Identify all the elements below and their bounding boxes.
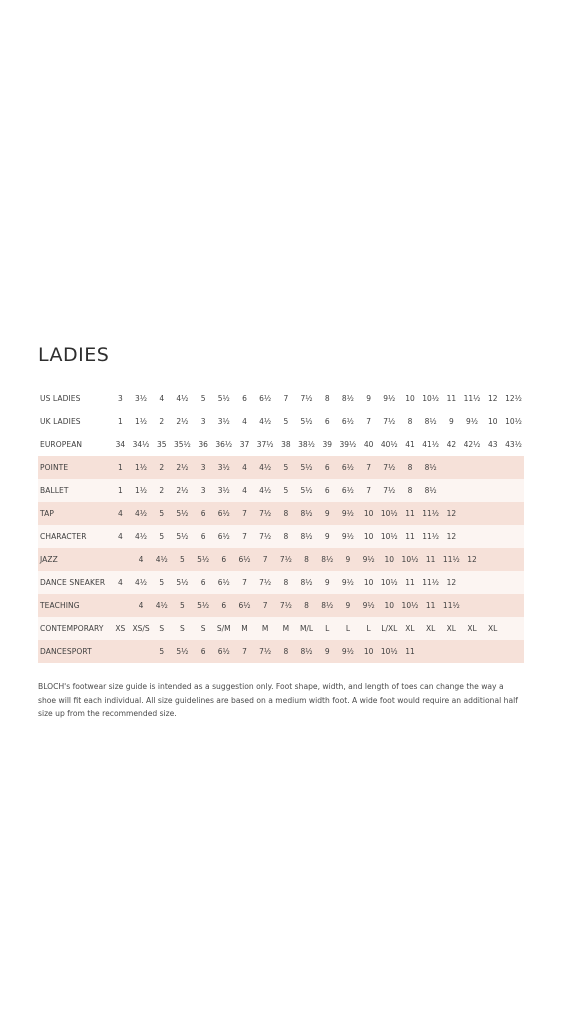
size-cell: 8 [296,594,317,617]
size-cell: 11 [400,640,421,663]
size-cell: 4 [159,394,165,403]
size-cell [482,640,503,663]
size-cell: 10 [379,594,400,617]
size-cell: 8½ [341,394,354,403]
size-cell: 12 [487,394,498,403]
size-cell [462,502,483,525]
size-cell: 5 [151,525,172,548]
size-cell: 8½ [424,417,437,426]
size-cell: 4 [110,502,131,525]
size-cell: 9½ [338,502,359,525]
size-cell: M [276,617,297,640]
size-cell: 6½ [213,502,234,525]
size-cell: 5 [172,594,193,617]
size-cell: 9½ [383,394,396,403]
size-cell: 12½ [505,394,522,403]
size-cell: 11½ [420,525,441,548]
size-cell: 8 [400,456,421,479]
size-cell: 35½ [173,440,191,449]
size-cell: 5½ [300,417,313,426]
size-cell: 4 [234,479,255,502]
size-cell: 4 [234,456,255,479]
size-cell: 9 [317,640,338,663]
size-cell: 6 [193,502,214,525]
size-cell: 5 [151,571,172,594]
size-cell: 8 [276,571,297,594]
size-cell: 12 [441,571,462,594]
size-cell: 6 [193,525,214,548]
size-cell: 7 [366,417,371,426]
size-cell: 10½ [379,571,400,594]
size-cell: XL [462,617,483,640]
size-cell: 41½ [422,440,440,449]
size-cell: 8½ [317,594,338,617]
size-cell: 5½ [172,502,193,525]
size-cell [503,571,524,594]
size-cell: S [193,617,214,640]
size-cell [503,594,524,617]
size-cell: 10½ [379,525,400,548]
size-cell: 9 [317,571,338,594]
size-cell [462,571,483,594]
size-cell: L [338,617,359,640]
size-cell [420,640,441,663]
size-cell: 11½ [441,594,462,617]
size-cell: 7 [255,548,276,571]
size-cell [441,640,462,663]
size-cell: XS [110,617,131,640]
size-cell: 34 [115,440,126,449]
size-cell: 6½ [338,456,359,479]
size-cell: 5 [151,502,172,525]
size-cell: 5½ [172,571,193,594]
size-cell: 7½ [300,394,313,403]
size-cell [503,525,524,548]
section-title: LADIES [38,344,110,366]
size-row [38,456,524,479]
size-cell [441,456,462,479]
size-cell: 4 [110,571,131,594]
size-cell: 42 [446,440,457,449]
size-row [38,548,524,571]
size-guide-disclaimer: BLOCH's footwear size guide is intended as a suggestion only. Foot shape, width, and length of toes can change the way a shoe will fit each individual. All size guidelines are based on a medium width foot. A wide foot would require an additional half size up from the recommended size. [38,682,518,718]
size-cell: 8½ [420,479,441,502]
size-row-label: US LADIES [40,394,81,403]
size-cell: 8½ [296,525,317,548]
size-cell: 10½ [400,548,421,571]
size-cell: 40 [363,440,374,449]
size-cell: 11 [400,525,421,548]
size-cell: 7 [234,571,255,594]
size-cell: 36½ [215,440,233,449]
size-cell: 2½ [176,417,189,426]
size-cell: 11 [420,594,441,617]
size-cell: 6 [193,571,214,594]
size-cell: L [317,617,338,640]
size-cell: 9½ [338,525,359,548]
size-cell: S/M [213,617,234,640]
size-cell: 9½ [466,417,479,426]
size-cell: L [358,617,379,640]
size-cell [503,502,524,525]
size-cell: 6 [317,479,338,502]
size-cell: 2 [151,456,172,479]
size-cell: 10½ [422,394,440,403]
size-cell: 4½ [176,394,189,403]
size-cell: 37½ [256,440,274,449]
size-cell: 8 [276,640,297,663]
size-cell: 1 [117,417,123,426]
size-cell: 4½ [255,456,276,479]
size-cell: 10½ [379,640,400,663]
size-cell: 3½ [213,479,234,502]
size-cell: 4½ [131,502,152,525]
size-cell: 5½ [296,456,317,479]
size-cell: 6 [324,417,330,426]
size-cell [482,594,503,617]
size-cell: 11 [400,502,421,525]
size-cell: 9 [338,548,359,571]
size-cell: 8 [276,525,297,548]
size-cell: 3 [200,417,206,426]
size-cell [503,640,524,663]
size-cell: 10 [405,394,415,403]
size-cell: 6½ [234,548,255,571]
size-cell: S [151,617,172,640]
size-cell: 5½ [172,525,193,548]
size-cell: 5 [276,456,297,479]
size-cell [110,640,131,663]
size-row-label: DANCESPORT [38,640,110,663]
size-cell: 5 [276,479,297,502]
size-cell: 7 [234,525,255,548]
size-cell: 11½ [463,394,481,403]
size-row [38,594,524,617]
size-cell: 9 [366,394,371,403]
size-cell: 4½ [131,525,152,548]
size-cell [482,571,503,594]
size-cell: 6 [242,394,247,403]
size-cell: 6½ [259,394,272,403]
size-cell: 7 [234,640,255,663]
size-cell: XL [441,617,462,640]
size-cell: L/XL [379,617,400,640]
size-cell: 7 [358,456,379,479]
size-cell: 7½ [383,417,396,426]
size-cell: 11 [446,394,457,403]
size-chart-table [38,387,524,663]
size-cell: M [255,617,276,640]
size-cell [503,617,524,640]
size-cell: 8 [296,548,317,571]
size-cell: 3½ [135,394,148,403]
size-row-label: POINTE [38,456,110,479]
size-cell: 5 [151,640,172,663]
size-cell: 4½ [259,417,272,426]
size-cell: 43½ [505,440,522,449]
size-cell [110,548,131,571]
size-cell: 6½ [213,640,234,663]
size-cell: 36 [198,440,208,449]
size-cell [462,456,483,479]
size-cell: 40½ [380,440,398,449]
size-cell: 9 [317,502,338,525]
size-row-label: TEACHING [38,594,110,617]
size-cell: 3 [193,479,214,502]
size-cell: 9 [338,594,359,617]
size-row-label: JAZZ [38,548,110,571]
size-cell: 6½ [338,479,359,502]
size-cell: 8½ [317,548,338,571]
size-row-label: UK LADIES [40,417,81,426]
size-cell [462,594,483,617]
size-cell: 34½ [132,440,150,449]
size-row [38,640,524,663]
size-cell: 4½ [131,571,152,594]
size-cell: 4 [131,594,152,617]
size-cell: 5½ [172,640,193,663]
size-cell: 1 [110,456,131,479]
size-cell [482,548,503,571]
size-cell: 6 [213,594,234,617]
size-cell: 6 [213,548,234,571]
size-cell: 7 [283,394,289,403]
size-cell: 10 [358,640,379,663]
size-cell: 7½ [276,594,297,617]
size-row [38,617,524,640]
size-cell: 1 [110,479,131,502]
size-row [38,387,524,410]
size-row-label: BALLET [38,479,110,502]
size-cell: 38 [281,440,291,449]
size-chart-body [38,387,524,663]
size-row-label: DANCE SNEAKER [38,571,110,594]
size-cell: 5½ [296,479,317,502]
size-cell: 4 [131,548,152,571]
size-cell [482,525,503,548]
size-cell: 4½ [151,548,172,571]
size-row-label: EUROPEAN [40,440,83,449]
size-cell [110,594,131,617]
size-cell: 42½ [463,440,481,449]
size-row [38,525,524,548]
size-cell: 7½ [255,571,276,594]
size-cell: 11½ [441,548,462,571]
size-cell: 5 [283,417,289,426]
size-cell: 6½ [213,525,234,548]
size-cell: 11½ [420,571,441,594]
size-cell: 10 [358,571,379,594]
size-cell: 6½ [341,417,354,426]
size-cell: 10 [487,417,498,426]
size-row [38,410,524,433]
size-cell: 3 [117,394,123,403]
size-cell: 6½ [234,594,255,617]
size-cell [503,548,524,571]
size-cell: 10 [358,502,379,525]
size-cell: 8 [407,417,413,426]
size-cell: 10 [358,525,379,548]
size-cell: 2½ [172,456,193,479]
size-cell: 12 [441,525,462,548]
size-cell: 2 [159,417,165,426]
size-cell: 6 [193,640,214,663]
size-cell: XL [482,617,503,640]
size-row [38,433,524,456]
size-cell: 8½ [296,640,317,663]
size-cell: 4 [242,417,247,426]
size-cell: 3½ [217,417,230,426]
size-cell: 4 [110,525,131,548]
size-cell: 6½ [213,571,234,594]
size-cell: 4½ [151,594,172,617]
size-cell: 3 [193,456,214,479]
size-cell [462,525,483,548]
size-cell: 11 [420,548,441,571]
size-cell: 3½ [213,456,234,479]
size-cell [482,456,503,479]
size-cell: 35 [156,440,167,449]
size-cell: 10½ [379,502,400,525]
size-cell: M/L [296,617,317,640]
size-cell: 8½ [420,456,441,479]
size-cell: 5½ [193,594,214,617]
size-cell: 10 [379,548,400,571]
size-row-label: CHARACTER [38,525,110,548]
size-row [38,479,524,502]
size-cell: 43 [487,440,498,449]
size-cell: 11 [400,571,421,594]
size-cell: 5½ [193,548,214,571]
size-cell: 9½ [338,571,359,594]
size-cell: 9 [317,525,338,548]
size-cell: 8½ [296,502,317,525]
size-cell: 41 [405,440,415,449]
size-cell: 7½ [379,456,400,479]
size-cell: 7½ [255,525,276,548]
size-cell: 8 [400,479,421,502]
size-cell: 39½ [339,440,357,449]
size-cell: S [172,617,193,640]
size-cell: 9½ [358,594,379,617]
size-cell: 7½ [276,548,297,571]
size-cell [441,479,462,502]
size-row-label: CONTEMPORARY [38,617,110,640]
size-cell: 5½ [217,394,230,403]
size-cell: M [234,617,255,640]
size-cell: 39 [322,440,332,449]
size-row-label: TAP [38,502,110,525]
size-row [38,502,524,525]
size-cell: 7 [234,502,255,525]
size-cell: 4½ [255,479,276,502]
size-cell: XL [420,617,441,640]
size-cell: 9½ [358,548,379,571]
size-cell: 5 [172,548,193,571]
size-cell [482,502,503,525]
size-cell: 12 [441,502,462,525]
size-row [38,571,524,594]
size-cell: 7 [255,594,276,617]
size-cell: 6 [317,456,338,479]
size-cell: 10½ [505,417,522,426]
size-cell: 11½ [420,502,441,525]
size-cell [503,456,524,479]
size-cell: XL [400,617,421,640]
size-cell: XS/S [131,617,152,640]
size-cell: 9½ [338,640,359,663]
size-cell: 1½ [135,417,148,426]
size-cell: 38½ [298,440,315,449]
size-cell [503,479,524,502]
size-cell: 7 [358,479,379,502]
size-cell: 1½ [131,479,152,502]
size-cell: 2½ [172,479,193,502]
size-cell: 8 [276,502,297,525]
size-cell: 7½ [255,502,276,525]
size-cell [482,479,503,502]
size-cell: 2 [151,479,172,502]
size-cell [462,640,483,663]
size-cell: 10½ [400,594,421,617]
size-cell [462,479,483,502]
size-cell: 7½ [255,640,276,663]
size-cell: 37 [239,440,250,449]
size-cell: 9 [448,417,454,426]
size-cell: 8 [324,394,330,403]
size-cell: 7½ [379,479,400,502]
size-cell [131,640,152,663]
size-cell: 5 [200,394,206,403]
size-cell: 12 [462,548,483,571]
size-cell: 1½ [131,456,152,479]
size-cell: 8½ [296,571,317,594]
